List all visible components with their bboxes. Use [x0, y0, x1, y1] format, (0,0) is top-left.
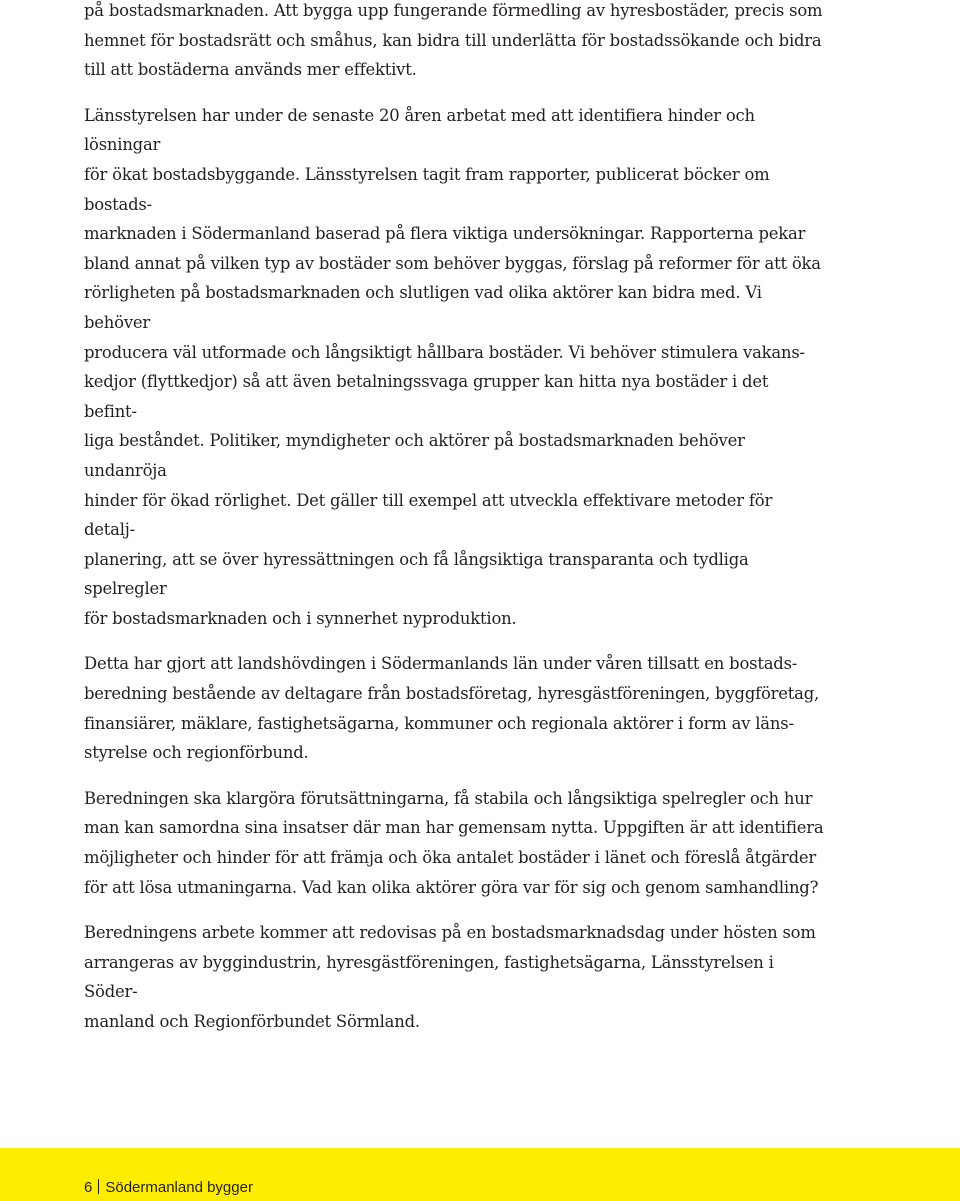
page-footer: [84, 1179, 253, 1197]
paragraph-county-board-work: Länsstyrelsen har under de senaste 20 åren arbetat med att identifiera hinder och lösningar för ökat bostadsbyggande. Länsstyrelsen tagit fram rapporter, publicerat böcker om bostads- marknaden i Södermanland baserad på flera viktiga undersökningar. Rapporterna pekar bland annat på vilken typ av bostäder som behöver byggas, förslag på reformer för att öka rörligheten på bostadsmarknaden och slutligen vad olika aktörer kan bidra med. Vi behöver producera väl utformade och långsiktigt hållbara bostäder. Vi behöver stimulera vakans- kedjor (flyttkedjor) så att även betalningssvaga grupper kan hitta nya bostäder i det befint- liga beståndet. Politiker, myndigheter och aktörer på bostadsmarknaden behöver undanröja hinder för ökad rörlighet. Det gäller till exempel att utveckla effektivare metoder för detalj- planering, att se över hyressättningen och få långsiktiga transparanta och tydliga spelregler för bostadsmarknaden och i synnerhet nyproduktion.: [84, 105, 821, 628]
paragraph-committee-mission: Beredningen ska klargöra förutsättningarna, få stabila och långsiktiga spelregler och hur man kan samordna sina insatser där man har gemensam nytta. Uppgiften är att identifiera möjligheter och hinder för att främja och öka antalet bostäder i länet och föreslå åtgärder för att lösa utmaningarna. Vad kan olika aktörer göra var för sig och genom samhandling?: [84, 788, 824, 897]
paragraph-housing-market-day: Beredningens arbete kommer att redovisas på en bostadsmarknadsdag under hösten som arrangeras av byggindustrin, hyresgästföreningen, fastighetsägarna, Länsstyrelsen i Söder- manland och Regionförbundet Sörmland.: [84, 923, 816, 1031]
document-body: [84, 0, 824, 1037]
footer-divider: [98, 1179, 99, 1194]
paragraph-housing-committee: Detta har gjort att landshövdingen i Södermanlands län under våren tillsatt en bostads- beredning bestående av deltagare från bostadsföretag, hyresgästföreningen, byggföretag, finansiärer, mäklare, fastighetsägarna, kommuner och regionala aktörer i form av läns- styrelse och regionförbund.: [84, 654, 820, 763]
page-number: 6: [84, 1179, 93, 1196]
publication-title: Södermanland bygger: [105, 1179, 253, 1196]
paragraph-housing-exchange: på bostadsmarknaden. Att bygga upp fungerande förmedling av hyresbostäder, precis som hemnet för bostadsrätt och småhus, kan bidra till underlätta för bostadssökande och bidra till att bostäderna används mer effektivt.: [84, 1, 823, 80]
